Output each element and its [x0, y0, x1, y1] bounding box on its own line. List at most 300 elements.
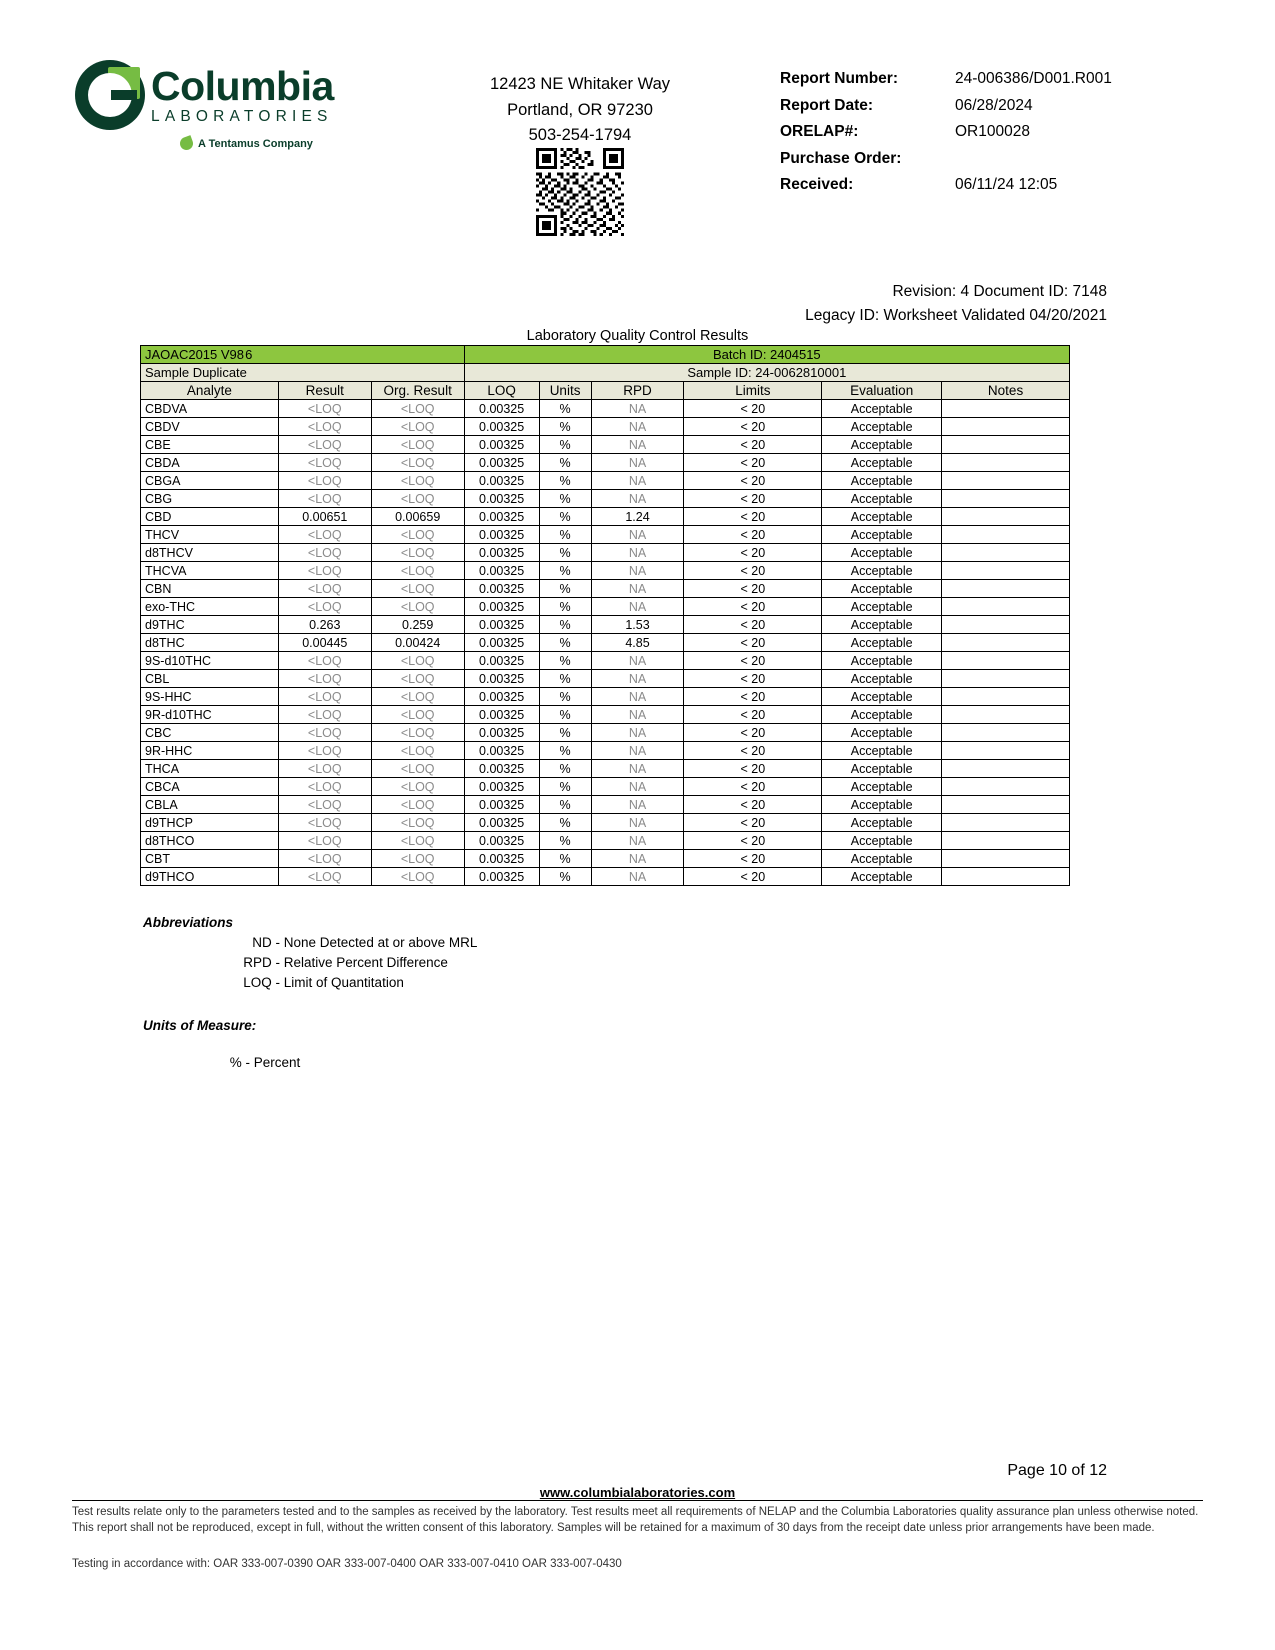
cell-rpd: NA — [591, 832, 684, 850]
unit-item-percent — [228, 1055, 300, 1070]
cell-org-result: <LOQ — [371, 706, 464, 724]
cell-org-result: <LOQ — [371, 652, 464, 670]
cell-notes — [942, 436, 1070, 454]
cell-limits: < 20 — [684, 616, 822, 634]
cell-limits: < 20 — [684, 778, 822, 796]
cell-units: % — [539, 400, 591, 418]
cell-rpd: NA — [591, 544, 684, 562]
page-number: Page 10 of 12 — [1007, 1462, 1107, 1479]
cell-result: <LOQ — [278, 418, 371, 436]
cell-analyte: CBDV — [141, 418, 279, 436]
cell-org-result: 0.00424 — [371, 634, 464, 652]
cell-notes — [942, 616, 1070, 634]
cell-notes — [942, 652, 1070, 670]
cell-analyte: d9THCP — [141, 814, 279, 832]
cell-limits: < 20 — [684, 724, 822, 742]
cell-notes — [942, 760, 1070, 778]
meta-value-report-number: 24-006386/D001.R001 — [955, 70, 1112, 87]
cell-org-result: <LOQ — [371, 544, 464, 562]
cell-limits: < 20 — [684, 796, 822, 814]
cell-org-result: <LOQ — [371, 814, 464, 832]
qr-code — [536, 148, 624, 241]
cell-loq: 0.00325 — [464, 490, 539, 508]
cell-analyte: d8THCO — [141, 832, 279, 850]
cell-org-result: <LOQ — [371, 724, 464, 742]
qc-results-title: Laboratory Quality Control Results — [526, 328, 749, 344]
meta-row-report-date — [780, 97, 1112, 115]
col-header-notes: Notes — [942, 382, 1070, 400]
cell-notes — [942, 850, 1070, 868]
cell-analyte: CBN — [141, 580, 279, 598]
cell-analyte: CBT — [141, 850, 279, 868]
col-header-loq: LOQ — [464, 382, 539, 400]
cell-rpd: NA — [591, 526, 684, 544]
cell-notes — [942, 814, 1070, 832]
cell-evaluation: Acceptable — [822, 472, 942, 490]
cell-loq: 0.00325 — [464, 760, 539, 778]
cell-limits: < 20 — [684, 454, 822, 472]
cell-result: <LOQ — [278, 814, 371, 832]
table-row — [141, 850, 1070, 868]
cell-rpd: NA — [591, 742, 684, 760]
table-row — [141, 454, 1070, 472]
cell-analyte: CBDA — [141, 454, 279, 472]
cell-notes — [942, 544, 1070, 562]
cell-org-result: <LOQ — [371, 400, 464, 418]
abbreviation-key: RPD - — [243, 955, 280, 970]
company-logo — [75, 60, 425, 150]
cell-units: % — [539, 562, 591, 580]
cell-evaluation: Acceptable — [822, 742, 942, 760]
qc-column-header-row — [141, 382, 1070, 400]
report-header — [0, 0, 1275, 250]
cell-org-result: <LOQ — [371, 742, 464, 760]
cell-rpd: NA — [591, 562, 684, 580]
table-row — [141, 724, 1070, 742]
cell-org-result: <LOQ — [371, 832, 464, 850]
qc-table-wrapper — [140, 345, 1070, 886]
cell-units: % — [539, 544, 591, 562]
col-header-limits: Limits — [684, 382, 822, 400]
cell-loq: 0.00325 — [464, 724, 539, 742]
cell-rpd: 1.53 — [591, 616, 684, 634]
cell-analyte: d9THC — [141, 616, 279, 634]
cell-result: 0.00445 — [278, 634, 371, 652]
meta-row-report-number — [780, 70, 1112, 88]
cell-loq: 0.00325 — [464, 526, 539, 544]
cell-evaluation: Acceptable — [822, 778, 942, 796]
table-row — [141, 526, 1070, 544]
cell-units: % — [539, 850, 591, 868]
cell-evaluation: Acceptable — [822, 454, 942, 472]
cell-units: % — [539, 760, 591, 778]
cell-limits: < 20 — [684, 562, 822, 580]
cell-units: % — [539, 832, 591, 850]
table-row — [141, 472, 1070, 490]
cell-loq: 0.00325 — [464, 868, 539, 886]
cell-analyte: d9THCO — [141, 868, 279, 886]
cell-rpd: NA — [591, 580, 684, 598]
col-header-units: Units — [539, 382, 591, 400]
cell-analyte: CBE — [141, 436, 279, 454]
cell-limits: < 20 — [684, 418, 822, 436]
cell-units: % — [539, 706, 591, 724]
cell-result: <LOQ — [278, 562, 371, 580]
cell-result: <LOQ — [278, 580, 371, 598]
cell-notes — [942, 580, 1070, 598]
cell-evaluation: Acceptable — [822, 616, 942, 634]
cell-limits: < 20 — [684, 634, 822, 652]
qc-sample-type: Sample Duplicate — [141, 364, 465, 382]
cell-units: % — [539, 742, 591, 760]
unit-text: Percent — [253, 1055, 301, 1070]
cell-evaluation: Acceptable — [822, 400, 942, 418]
cell-evaluation: Acceptable — [822, 580, 942, 598]
cell-rpd: NA — [591, 598, 684, 616]
cell-loq: 0.00325 — [464, 508, 539, 526]
col-header-org-result: Org. Result — [371, 382, 464, 400]
cell-result: 0.00651 — [278, 508, 371, 526]
address-phone: 503-254-1794 — [528, 126, 632, 145]
table-row — [141, 742, 1070, 760]
cell-units: % — [539, 472, 591, 490]
cell-loq: 0.00325 — [464, 670, 539, 688]
address-line1: 12423 NE Whitaker Way — [489, 75, 671, 93]
cell-notes — [942, 508, 1070, 526]
cell-notes — [942, 472, 1070, 490]
cell-loq: 0.00325 — [464, 850, 539, 868]
cell-limits: < 20 — [684, 760, 822, 778]
cell-evaluation: Acceptable — [822, 688, 942, 706]
columbia-logo-icon — [75, 60, 145, 130]
cell-units: % — [539, 670, 591, 688]
address-line2: Portland, OR 97230 — [507, 100, 653, 119]
cell-evaluation: Acceptable — [822, 868, 942, 886]
cell-result: <LOQ — [278, 688, 371, 706]
cell-limits: < 20 — [684, 652, 822, 670]
cell-rpd: NA — [591, 724, 684, 742]
cell-org-result: <LOQ — [371, 580, 464, 598]
cell-rpd: NA — [591, 814, 684, 832]
qc-results-table — [140, 345, 1070, 886]
cell-result: <LOQ — [278, 472, 371, 490]
cell-units: % — [539, 796, 591, 814]
cell-analyte: 9S-HHC — [141, 688, 279, 706]
cell-evaluation: Acceptable — [822, 634, 942, 652]
report-meta — [780, 70, 1112, 203]
cell-result: <LOQ — [278, 652, 371, 670]
cell-loq: 0.00325 — [464, 832, 539, 850]
meta-row-orelap — [780, 123, 1112, 141]
cell-units: % — [539, 724, 591, 742]
cell-rpd: 4.85 — [591, 634, 684, 652]
cell-rpd: NA — [591, 454, 684, 472]
cell-loq: 0.00325 — [464, 580, 539, 598]
cell-evaluation: Acceptable — [822, 490, 942, 508]
cell-org-result: 0.259 — [371, 616, 464, 634]
cell-evaluation: Acceptable — [822, 850, 942, 868]
cell-analyte: THCA — [141, 760, 279, 778]
cell-limits: < 20 — [684, 544, 822, 562]
cell-notes — [942, 400, 1070, 418]
cell-limits: < 20 — [684, 742, 822, 760]
abbreviation-text: Relative Percent Difference — [283, 955, 448, 970]
table-row — [141, 544, 1070, 562]
units-of-measure-section — [143, 1018, 300, 1070]
cell-notes — [942, 724, 1070, 742]
cell-notes — [942, 670, 1070, 688]
units-of-measure-title: Units of Measure: — [143, 1018, 257, 1033]
cell-units: % — [539, 436, 591, 454]
cell-notes — [942, 796, 1070, 814]
cell-limits: < 20 — [684, 508, 822, 526]
cell-result: 0.263 — [278, 616, 371, 634]
cell-units: % — [539, 634, 591, 652]
cell-notes — [942, 868, 1070, 886]
cell-result: <LOQ — [278, 706, 371, 724]
leaf-icon — [178, 135, 195, 152]
cell-limits: < 20 — [684, 850, 822, 868]
revision-block — [805, 280, 1107, 328]
cell-result: <LOQ — [278, 436, 371, 454]
cell-loq: 0.00325 — [464, 742, 539, 760]
meta-value-orelap: OR100028 — [955, 123, 1030, 140]
cell-units: % — [539, 778, 591, 796]
cell-loq: 0.00325 — [464, 688, 539, 706]
cell-notes — [942, 418, 1070, 436]
cell-analyte: CBGA — [141, 472, 279, 490]
cell-evaluation: Acceptable — [822, 796, 942, 814]
cell-notes — [942, 634, 1070, 652]
cell-loq: 0.00325 — [464, 814, 539, 832]
cell-units: % — [539, 526, 591, 544]
cell-org-result: <LOQ — [371, 562, 464, 580]
table-row — [141, 706, 1070, 724]
cell-rpd: NA — [591, 868, 684, 886]
lab-address — [430, 72, 730, 149]
cell-org-result: <LOQ — [371, 670, 464, 688]
cell-analyte: CBD — [141, 508, 279, 526]
cell-result: <LOQ — [278, 832, 371, 850]
col-header-rpd: RPD — [591, 382, 684, 400]
abbreviation-text: Limit of Quantitation — [283, 975, 404, 990]
cell-rpd: NA — [591, 652, 684, 670]
cell-rpd: NA — [591, 490, 684, 508]
abbreviation-key: ND - — [252, 935, 280, 950]
meta-value-received: 06/11/24 12:05 — [955, 176, 1058, 193]
cell-limits: < 20 — [684, 490, 822, 508]
cell-evaluation: Acceptable — [822, 508, 942, 526]
cell-evaluation: Acceptable — [822, 526, 942, 544]
table-row — [141, 796, 1070, 814]
cell-evaluation: Acceptable — [822, 760, 942, 778]
cell-limits: < 20 — [684, 706, 822, 724]
cell-notes — [942, 706, 1070, 724]
cell-org-result: <LOQ — [371, 418, 464, 436]
cell-limits: < 20 — [684, 814, 822, 832]
cell-limits: < 20 — [684, 472, 822, 490]
cell-loq: 0.00325 — [464, 436, 539, 454]
cell-evaluation: Acceptable — [822, 724, 942, 742]
cell-rpd: NA — [591, 670, 684, 688]
cell-org-result: <LOQ — [371, 850, 464, 868]
cell-rpd: NA — [591, 778, 684, 796]
cell-limits: < 20 — [684, 526, 822, 544]
cell-units: % — [539, 508, 591, 526]
abbreviation-item-rpd — [238, 955, 477, 970]
cell-rpd: NA — [591, 688, 684, 706]
cell-limits: < 20 — [684, 580, 822, 598]
cell-rpd: NA — [591, 796, 684, 814]
company-subtitle: LABORATORIES — [151, 107, 333, 125]
cell-analyte: CBC — [141, 724, 279, 742]
cell-result: <LOQ — [278, 778, 371, 796]
cell-notes — [942, 742, 1070, 760]
cell-evaluation: Acceptable — [822, 652, 942, 670]
website-link[interactable]: www.columbialaboratories.com — [539, 1485, 736, 1500]
table-row — [141, 562, 1070, 580]
cell-result: <LOQ — [278, 724, 371, 742]
table-row — [141, 868, 1070, 886]
cell-rpd: NA — [591, 418, 684, 436]
company-tagline: A Tentamus Company — [198, 137, 313, 150]
meta-label: ORELAP#: — [780, 123, 859, 140]
cell-loq: 0.00325 — [464, 562, 539, 580]
table-row — [141, 490, 1070, 508]
qr-code-icon — [536, 148, 624, 236]
cell-result: <LOQ — [278, 526, 371, 544]
table-row — [141, 652, 1070, 670]
col-header-evaluation: Evaluation — [822, 382, 942, 400]
cell-org-result: <LOQ — [371, 688, 464, 706]
cell-analyte: exo-THC — [141, 598, 279, 616]
cell-notes — [942, 454, 1070, 472]
qc-method: JAOAC2015 V98 6 — [141, 346, 465, 364]
cell-result: <LOQ — [278, 868, 371, 886]
cell-limits: < 20 — [684, 670, 822, 688]
cell-notes — [942, 688, 1070, 706]
table-row — [141, 670, 1070, 688]
cell-evaluation: Acceptable — [822, 832, 942, 850]
cell-limits: < 20 — [684, 436, 822, 454]
cell-analyte: CBCA — [141, 778, 279, 796]
cell-rpd: NA — [591, 850, 684, 868]
cell-analyte: 9R-HHC — [141, 742, 279, 760]
cell-units: % — [539, 598, 591, 616]
cell-org-result: <LOQ — [371, 436, 464, 454]
cell-loq: 0.00325 — [464, 400, 539, 418]
cell-result: <LOQ — [278, 760, 371, 778]
meta-label: Report Number: — [780, 70, 898, 87]
meta-row-purchase-order — [780, 150, 1112, 168]
table-row — [141, 814, 1070, 832]
abbreviation-item-nd — [238, 935, 477, 950]
table-row — [141, 508, 1070, 526]
footer-testing-standards: Testing in accordance with: OAR 333-007-0390 OAR 333-007-0400 OAR 333-007-0410 OAR 333-007-0430 — [72, 1558, 622, 1570]
cell-loq: 0.00325 — [464, 472, 539, 490]
qc-batch-id: Batch ID: 2404515 — [464, 346, 1069, 364]
cell-result: <LOQ — [278, 742, 371, 760]
cell-result: <LOQ — [278, 850, 371, 868]
cell-notes — [942, 526, 1070, 544]
cell-evaluation: Acceptable — [822, 706, 942, 724]
cell-analyte: 9S-d10THC — [141, 652, 279, 670]
footer-disclaimer: Test results relate only to the parameters tested and to the samples as received by the laboratory. Test results meet all requirements of NELAP and the Columbia Laboratories quality assurance plan unless otherwise noted. This report shall not be reproduced, except in full, without the written consent of this laboratory. Samples will be retained for a maximum of 30 days from the receipt date unless prior arrangements have been made. — [72, 1506, 1199, 1534]
cell-loq: 0.00325 — [464, 778, 539, 796]
cell-loq: 0.00325 — [464, 652, 539, 670]
cell-org-result: <LOQ — [371, 778, 464, 796]
abbreviation-item-loq — [238, 975, 477, 990]
cell-org-result: <LOQ — [371, 490, 464, 508]
cell-rpd: NA — [591, 472, 684, 490]
cell-org-result: <LOQ — [371, 796, 464, 814]
cell-units: % — [539, 868, 591, 886]
cell-analyte: CBL — [141, 670, 279, 688]
footer-divider — [72, 1500, 1203, 1501]
cell-units: % — [539, 814, 591, 832]
cell-notes — [942, 598, 1070, 616]
cell-loq: 0.00325 — [464, 706, 539, 724]
table-row — [141, 688, 1070, 706]
table-row — [141, 778, 1070, 796]
cell-analyte: CBG — [141, 490, 279, 508]
cell-evaluation: Acceptable — [822, 436, 942, 454]
cell-evaluation: Acceptable — [822, 598, 942, 616]
table-row — [141, 436, 1070, 454]
cell-evaluation: Acceptable — [822, 670, 942, 688]
cell-analyte: THCV — [141, 526, 279, 544]
cell-org-result: <LOQ — [371, 454, 464, 472]
meta-label: Purchase Order: — [780, 149, 902, 167]
legacy-id-line: Legacy ID: Worksheet Validated 04/20/2021 — [805, 307, 1107, 325]
cell-org-result: <LOQ — [371, 760, 464, 778]
cell-analyte: CBDVA — [141, 400, 279, 418]
cell-limits: < 20 — [684, 832, 822, 850]
meta-row-received — [780, 176, 1112, 194]
unit-key: % - — [229, 1055, 250, 1070]
table-row — [141, 580, 1070, 598]
meta-label: Received: — [780, 176, 854, 193]
cell-units: % — [539, 454, 591, 472]
cell-result: <LOQ — [278, 796, 371, 814]
cell-limits: < 20 — [684, 868, 822, 886]
cell-rpd: NA — [591, 436, 684, 454]
qc-sample-id: Sample ID: 24-0062810001 — [464, 364, 1069, 382]
cell-limits: < 20 — [684, 400, 822, 418]
cell-notes — [942, 778, 1070, 796]
cell-limits: < 20 — [684, 688, 822, 706]
cell-evaluation: Acceptable — [822, 814, 942, 832]
table-row — [141, 400, 1070, 418]
qc-band-row — [141, 346, 1070, 364]
cell-org-result: 0.00659 — [371, 508, 464, 526]
table-row — [141, 832, 1070, 850]
table-row — [141, 634, 1070, 652]
meta-value-report-date: 06/28/2024 — [955, 96, 1033, 114]
cell-result: <LOQ — [278, 400, 371, 418]
company-tagline-row — [180, 137, 425, 150]
cell-org-result: <LOQ — [371, 526, 464, 544]
abbreviation-text: None Detected at or above MRL — [283, 935, 478, 950]
table-row — [141, 418, 1070, 436]
cell-result: <LOQ — [278, 598, 371, 616]
cell-loq: 0.00325 — [464, 796, 539, 814]
cell-result: <LOQ — [278, 490, 371, 508]
cell-analyte: d8THCV — [141, 544, 279, 562]
company-name: Columbia — [151, 62, 334, 109]
cell-notes — [942, 490, 1070, 508]
col-header-result: Result — [278, 382, 371, 400]
